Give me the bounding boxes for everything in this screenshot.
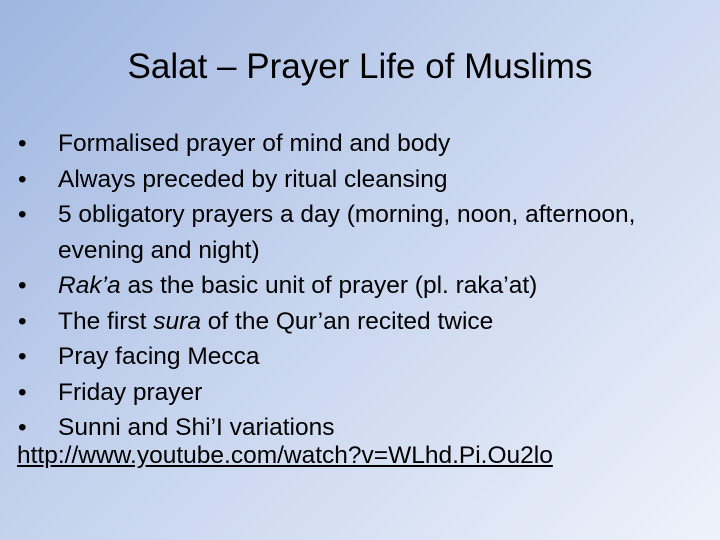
bullet-icon: •	[18, 130, 27, 157]
bullet-icon: •	[18, 165, 27, 193]
bullet-item	[18, 162, 708, 198]
slide-title: Salat – Prayer Life of Muslims	[127, 47, 593, 86]
bullet-emphasis: Rak’a	[58, 272, 121, 299]
bullet-text: Friday prayer	[58, 378, 203, 406]
bullet-text: Always preceded by ritual cleansing	[58, 165, 448, 193]
bullet-item	[18, 126, 708, 162]
bullet-item	[18, 197, 708, 268]
bullet-icon: •	[18, 414, 27, 441]
bullet-text: 5 obligatory prayers a day (morning, noon, afternoon, evening and night)	[58, 201, 636, 264]
bullet-icon: •	[18, 307, 27, 335]
bullet-text: Sunni and Shi’I variations	[58, 414, 335, 441]
bullet-text: as the basic unit of prayer (pl. raka’at)	[120, 272, 538, 299]
bullet-icon: •	[18, 378, 27, 406]
bullet-text: of the Qur’an recited twice	[200, 307, 494, 335]
bullet-item	[18, 339, 708, 375]
bullet-text: Pray facing Mecca	[58, 343, 260, 370]
bullet-item	[18, 304, 708, 340]
bullet-text: Formalised prayer of mind and body	[58, 130, 451, 157]
bullet-icon: •	[18, 272, 27, 299]
bullet-item	[18, 375, 708, 411]
bullet-icon: •	[18, 343, 27, 370]
bullet-list	[18, 126, 708, 446]
youtube-link[interactable]: http://www.youtube.com/watch?v=WLhd.Pi.Ou2lo	[17, 442, 553, 469]
bullet-emphasis: sura	[153, 307, 201, 335]
bullet-text-prefix: The first	[58, 307, 154, 335]
bullet-item	[18, 268, 708, 304]
bullet-icon: •	[18, 201, 27, 228]
